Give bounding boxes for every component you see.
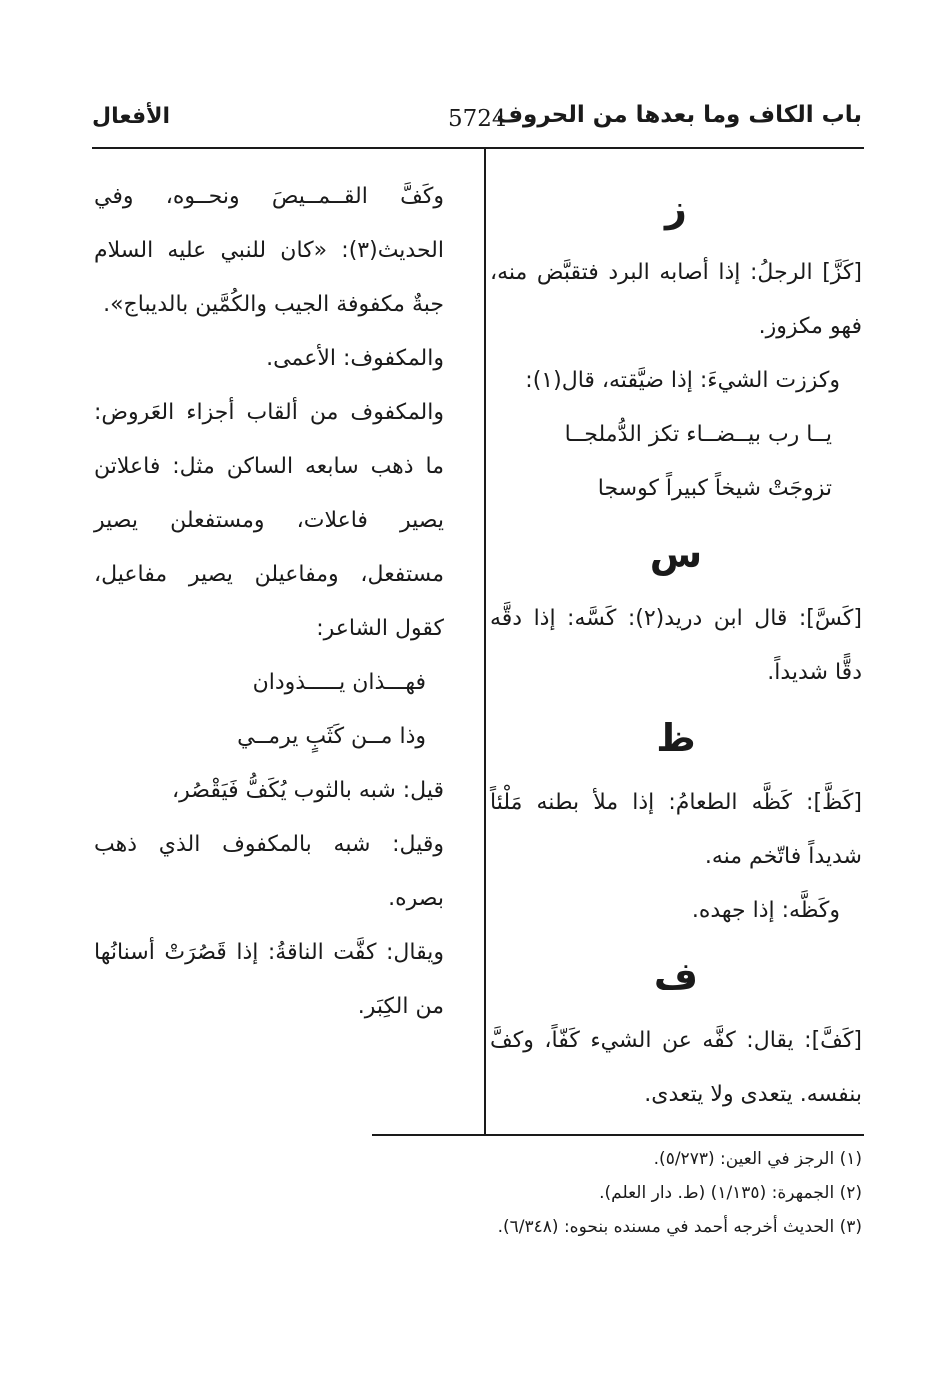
entry-qila-2: وقيل: شبه بالمكفوف الذي ذهب بصره. — [94, 832, 444, 911]
section-title: الأفعال — [92, 104, 171, 129]
page-number: 5724 — [448, 106, 507, 132]
entry-makfuf-blind: والمكفوف: الأعمى. — [266, 346, 444, 371]
letter-heading-f: ف — [653, 954, 699, 998]
entry-kaff-qamis: وكَفَّ القــمــيصَ ونحــوه، وفي الحديث(٣): «كان للنبي عليه السلام جبةٌ مكفوفة الجيب والكُمَّين بالديباج». — [94, 184, 444, 317]
entry-kazz: [كَزَّ] الرجلُ: إذا أصابه البرد فتقبَّض منه، فهو مكزوز. — [490, 260, 862, 339]
entry-kazzt: وكززت الشيءَ: إذا ضيَّقته، قال(١): — [525, 368, 840, 393]
letter-heading-dh: ظ — [656, 716, 696, 760]
page-header — [92, 100, 862, 148]
footnote-1: (١) الرجز في العين: (٥/٢٧٣). — [653, 1149, 862, 1169]
left-column — [94, 170, 466, 1034]
right-column — [490, 170, 862, 1122]
entry-kazh: [كَظَّ]: كَظَّه الطعامُ: إذا ملأ بطنه مَلْئاً شديداً فاتّخم منه. — [490, 790, 862, 869]
entry-kaff: [كَفَّ]: يقال: كفَّه عن الشيء كَفّاً، وكفَّ بنفسه. يتعدى ولا يتعدى. — [490, 1028, 862, 1107]
letter-heading-z: ز — [665, 186, 687, 230]
poem-verse-2: تزوجَتْ شيخاً كبيراً كوسجا — [597, 476, 832, 501]
entry-makfuf-prosody: والمكفوف من ألقاب أجزاء العَروض: ما ذهب سابعه الساكن مثل: فاعلاتن يصير فاعلات، ومستفعلن يصير مستفعل، ومفاعيلن يصير مفاعيل، كقول الشاعر: — [94, 400, 444, 641]
poem-verse-1: يــا رب بيــضــاء تكز الدُّملجــا — [564, 422, 832, 447]
column-divider — [484, 149, 486, 1134]
entry-qila-1: قيل: شبه بالثوب يُكَفُّ فَيَقْصُر، — [172, 778, 444, 803]
footnote-3: (٣) الحديث أخرجه أحمد في مسنده بنحوه: (٦/٣٤٨). — [497, 1217, 862, 1237]
verse-line-1: فهـــذان يـــــذودان — [252, 670, 426, 695]
footnote-rule — [372, 1134, 864, 1136]
entry-kass: [كَسَّ]: قال ابن دريد(٢): كَسَّه: إذا دقَّه دقًّا شديداً. — [490, 606, 862, 685]
entry-kazh-2: وكَظَّه: إذا جهده. — [691, 898, 840, 923]
verse-line-2: وذا مــن كَثَبٍ يرمــي — [237, 724, 426, 749]
chapter-title: باب الكاف وما بعدها من الحروف — [496, 102, 862, 128]
header-rule — [92, 147, 864, 149]
footnote-2: (٢) الجمهرة: (١/١٣٥) (ط. دار العلم). — [599, 1183, 862, 1203]
entry-yuqal: ويقال: كفَّت الناقةُ: إذا قَصُرَتْ أسنانُها من الكِبَر. — [94, 940, 444, 1019]
letter-heading-s: س — [649, 532, 703, 576]
